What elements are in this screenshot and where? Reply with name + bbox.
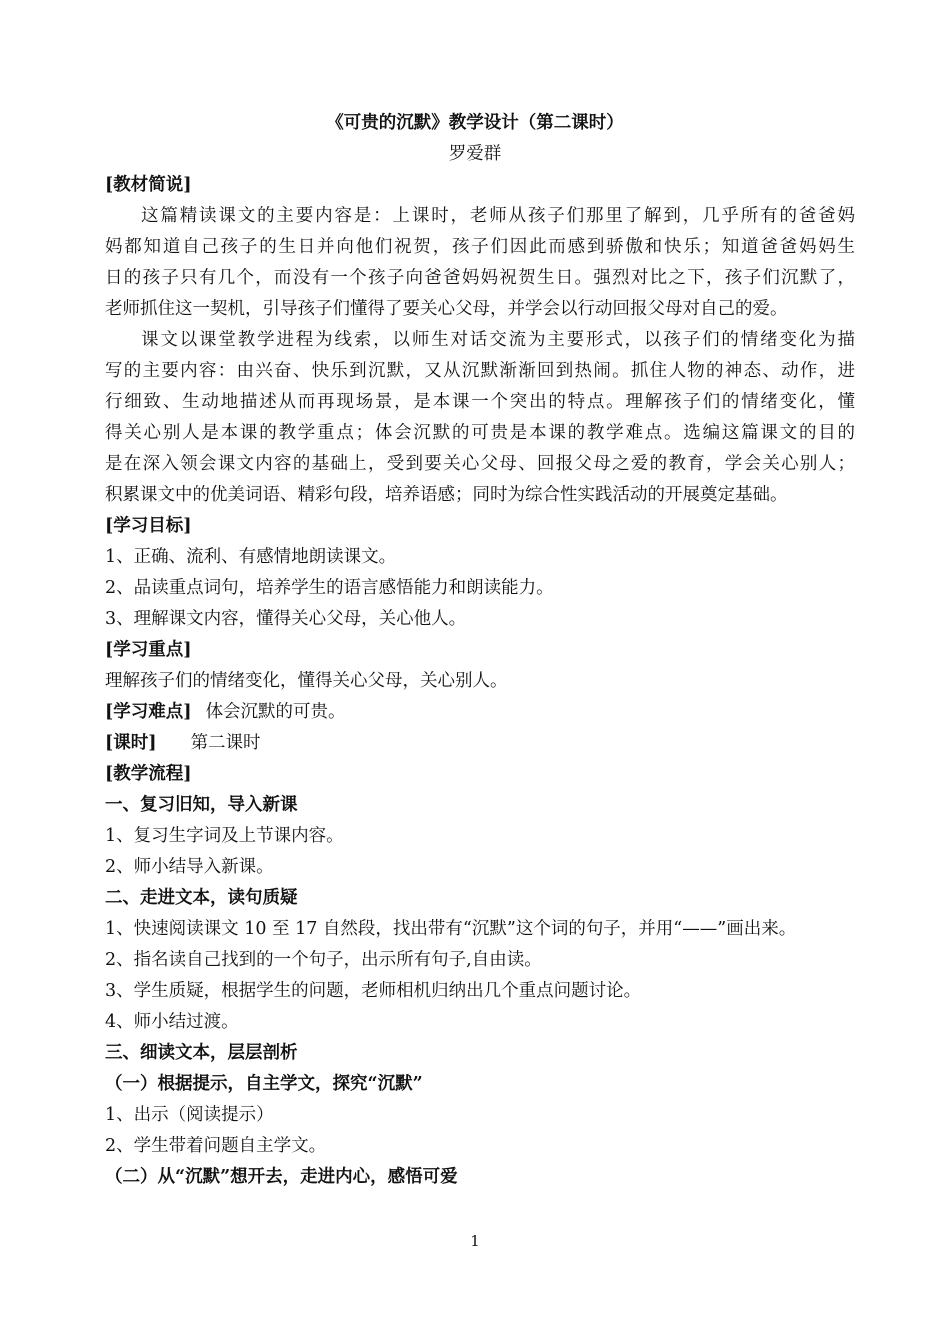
document-title: 《可贵的沉默》教学设计（第二课时） <box>326 113 624 133</box>
period-text: 第二课时 <box>190 733 261 753</box>
step-heading: 三、细读文本，层层剖析 <box>105 1043 298 1063</box>
sub-heading: （一）根据提示，自主学文，探究“沉默” <box>105 1074 423 1094</box>
paragraph-line: 课文以课堂教学进程为线索，以师生对话交流为主要形式，以孩子们的情绪变化为描 <box>141 330 855 350</box>
period-row <box>105 732 855 754</box>
sub-heading: （二）从“沉默”想开去，走进内心，感悟可爱 <box>105 1167 458 1187</box>
step-item: 2、师小结导入新课。 <box>105 857 274 877</box>
step-heading: 二、走进文本，读句质疑 <box>105 888 298 908</box>
step-item: 4、师小结过渡。 <box>105 1012 239 1032</box>
author: 罗爱群 <box>448 144 502 164</box>
focus-text: 理解孩子们的情绪变化，懂得关心父母，关心别人。 <box>105 671 508 691</box>
difficulty-text: 体会沉默的可贵。 <box>205 702 346 722</box>
paragraph-line: 这篇精读课文的主要内容是：上课时，老师从孩子们那里了解到，几乎所有的爸爸妈 <box>141 206 855 226</box>
section-heading-difficulty: [学习难点] <box>105 702 192 722</box>
section-heading-process: [教学流程] <box>105 764 192 784</box>
section-heading-period: [课时] <box>105 733 157 753</box>
goal-item: 1、正确、流利、有感情地朗读课文。 <box>105 547 397 567</box>
paragraph-line: 得关心别人是本课的教学重点；体会沉默的可贵是本课的教学难点。选编这篇课文的目的 <box>105 423 855 443</box>
section-heading-material: [教材简说] <box>105 175 192 195</box>
step-heading: 一、复习旧知，导入新课 <box>105 795 298 815</box>
step-item: 1、复习生字词及上节课内容。 <box>105 826 344 846</box>
section-heading-goals: [学习目标] <box>105 516 192 536</box>
paragraph-line: 日的孩子只有几个，而没有一个孩子向爸爸妈妈祝贺生日。强烈对比之下，孩子们沉默了， <box>105 268 855 288</box>
difficulty-row <box>105 701 855 723</box>
goal-item: 3、理解课文内容，懂得关心父母，关心他人。 <box>105 609 467 629</box>
paragraph-line: 老师抓住这一契机，引导孩子们懂得了要关心父母，并学会以行动回报父母对自己的爱。 <box>105 299 788 319</box>
step-item: 1、快速阅读课文 10 至 17 自然段，找出带有“沉默”这个词的句子，并用“——”画出来。 <box>105 919 797 939</box>
paragraph-line: 写的主要内容：由兴奋、快乐到沉默，又从沉默渐渐回到热闹。抓住人物的神态、动作，进 <box>105 361 855 381</box>
goal-item: 2、品读重点词句，培养学生的语言感悟能力和朗读能力。 <box>105 578 554 598</box>
paragraph-line: 行细致、生动地描述从而再现场景，是本课一个突出的特点。理解孩子们的情绪变化，懂 <box>105 392 855 412</box>
step-item: 3、学生质疑，根据学生的问题，老师相机归纳出几个重点问题讨论。 <box>105 981 642 1001</box>
paragraph-line: 妈都知道自己孩子的生日并向他们祝贺，孩子们因此而感到骄傲和快乐；知道爸爸妈妈生 <box>105 237 855 257</box>
paragraph-line: 积累课文中的优美词语、精彩句段，培养语感；同时为综合性实践活动的开展奠定基础。 <box>105 485 788 505</box>
step-item: 1、出示（阅读提示） <box>105 1105 274 1125</box>
paragraph-line: 是在深入领会课文内容的基础上，受到要关心父母、回报父母之爱的教育，学会关心别人； <box>105 454 855 474</box>
section-heading-focus: [学习重点] <box>105 640 192 660</box>
step-item: 2、学生带着问题自主学文。 <box>105 1136 327 1156</box>
step-item: 2、指名读自己找到的一个句子，出示所有句子,自由读。 <box>105 950 542 970</box>
page-number: 1 <box>470 1232 480 1250</box>
